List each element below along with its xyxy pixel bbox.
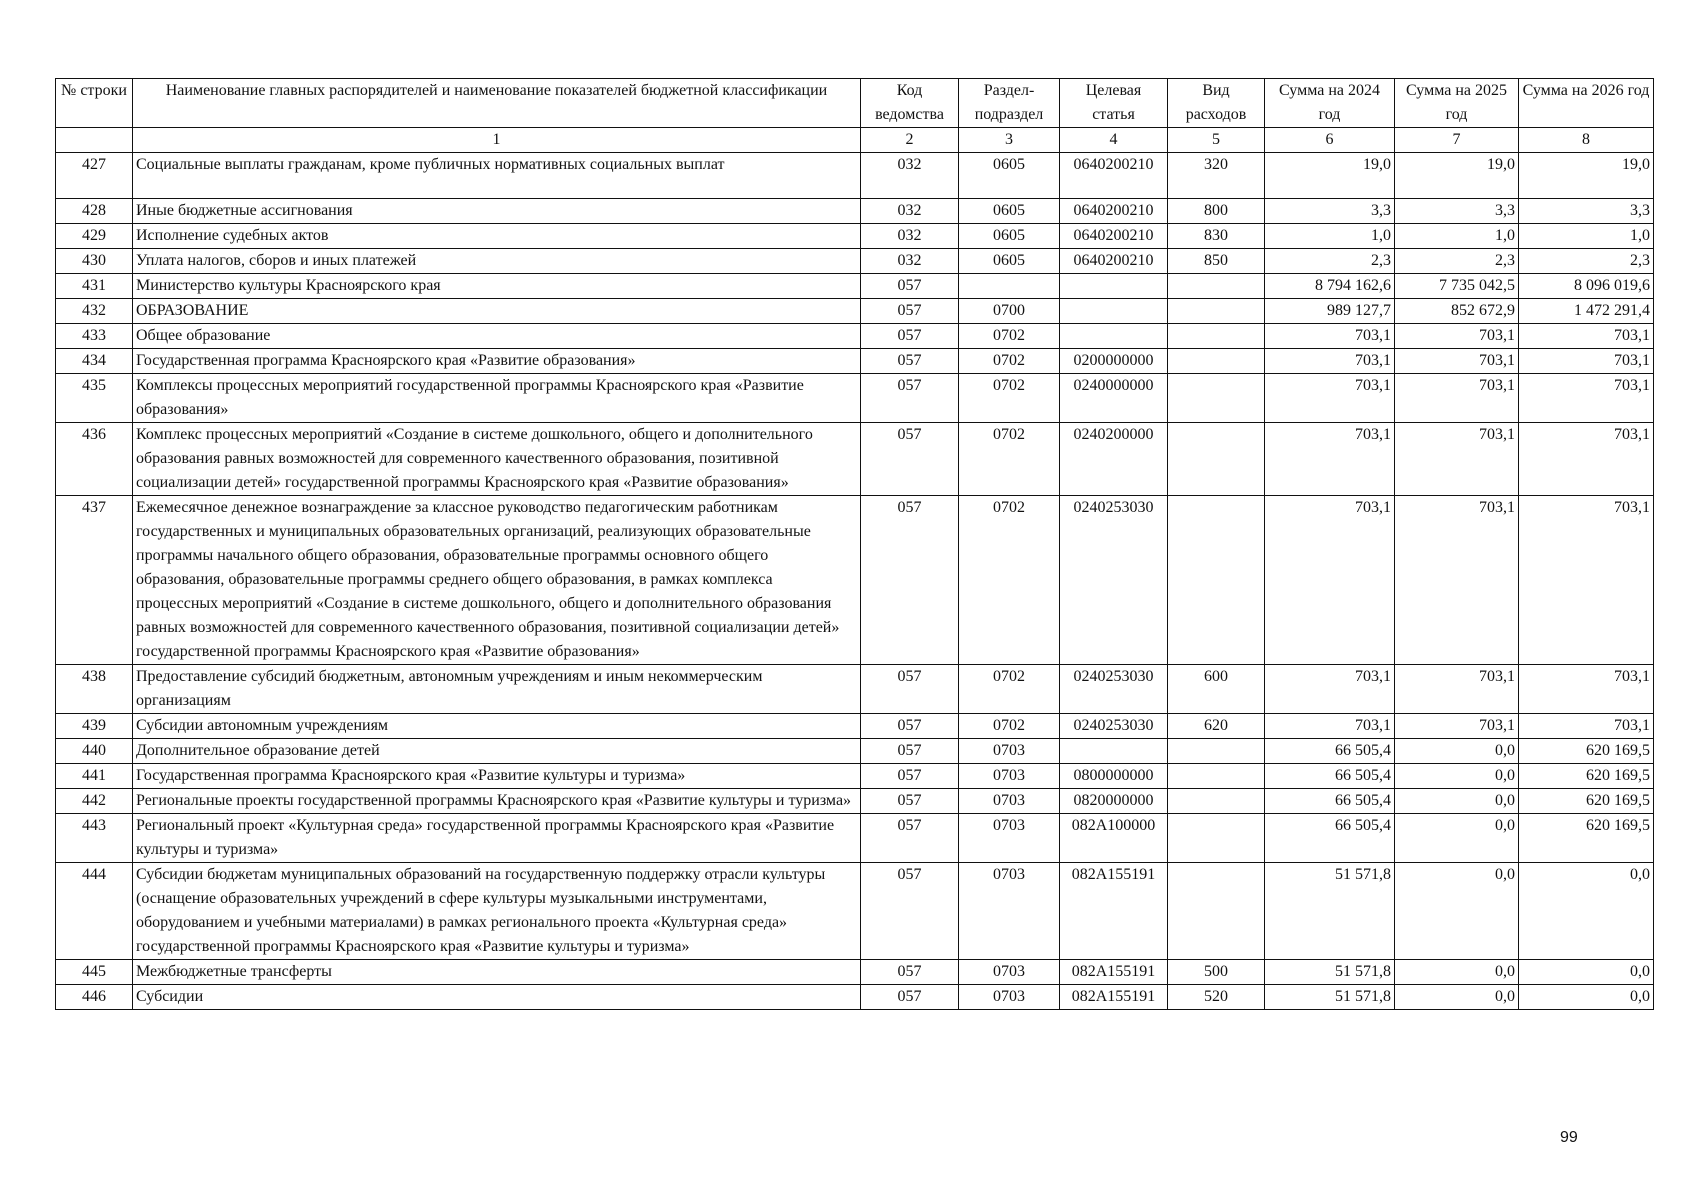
sum-2024-cell: 51 571,8: [1265, 985, 1395, 1010]
sum-2026-cell: 620 169,5: [1519, 814, 1654, 863]
sum-2025-cell: 703,1: [1395, 665, 1519, 714]
dept-code-cell: 057: [861, 496, 959, 665]
section-cell: 0700: [959, 299, 1060, 324]
target-cell: 082A155191: [1060, 985, 1168, 1010]
sum-2026-cell: 703,1: [1519, 349, 1654, 374]
section-cell: 0703: [959, 960, 1060, 985]
dept-code-cell: 057: [861, 349, 959, 374]
column-number: 6: [1265, 128, 1395, 153]
row-number-cell: 446: [56, 985, 133, 1010]
section-cell: 0605: [959, 249, 1060, 274]
sum-2026-cell: 0,0: [1519, 863, 1654, 960]
header-sum-2024: Сумма на 2024 год: [1265, 79, 1395, 128]
expense-type-cell: 600: [1168, 665, 1265, 714]
section-cell: 0702: [959, 374, 1060, 423]
sum-2025-cell: 703,1: [1395, 423, 1519, 496]
sum-2024-cell: 66 505,4: [1265, 789, 1395, 814]
expense-type-cell: [1168, 496, 1265, 665]
row-name-cell: Государственная программа Красноярского края «Развитие культуры и туризма»: [133, 764, 861, 789]
table-row: [56, 249, 1654, 274]
sum-2025-cell: 0,0: [1395, 863, 1519, 960]
dept-code-cell: 057: [861, 960, 959, 985]
dept-code-cell: 057: [861, 374, 959, 423]
sum-2025-cell: 703,1: [1395, 324, 1519, 349]
sum-2026-cell: 2,3: [1519, 249, 1654, 274]
table-row: [56, 764, 1654, 789]
sum-2025-cell: 0,0: [1395, 764, 1519, 789]
dept-code-cell: 057: [861, 764, 959, 789]
target-cell: 0640200210: [1060, 199, 1168, 224]
section-cell: 0702: [959, 423, 1060, 496]
table-row: [56, 299, 1654, 324]
sum-2026-cell: 703,1: [1519, 665, 1654, 714]
sum-2025-cell: 852 672,9: [1395, 299, 1519, 324]
section-cell: 0702: [959, 349, 1060, 374]
section-cell: [959, 274, 1060, 299]
target-cell: 0200000000: [1060, 349, 1168, 374]
expense-type-cell: [1168, 423, 1265, 496]
expense-type-cell: 620: [1168, 714, 1265, 739]
target-cell: 0800000000: [1060, 764, 1168, 789]
sum-2024-cell: 2,3: [1265, 249, 1395, 274]
dept-code-cell: 032: [861, 249, 959, 274]
header-row-no: № строки: [56, 79, 133, 128]
row-name-cell: Иные бюджетные ассигнования: [133, 199, 861, 224]
sum-2025-cell: 7 735 042,5: [1395, 274, 1519, 299]
dept-code-cell: 057: [861, 863, 959, 960]
target-cell: 0240200000: [1060, 423, 1168, 496]
row-name-cell: Общее образование: [133, 324, 861, 349]
table-header-row: [56, 79, 1654, 128]
column-number: [56, 128, 133, 153]
section-cell: 0702: [959, 324, 1060, 349]
budget-table: [55, 78, 1654, 1010]
expense-type-cell: [1168, 274, 1265, 299]
row-name-cell: Уплата налогов, сборов и иных платежей: [133, 249, 861, 274]
sum-2024-cell: 66 505,4: [1265, 814, 1395, 863]
row-number-cell: 431: [56, 274, 133, 299]
target-cell: 082A155191: [1060, 863, 1168, 960]
sum-2026-cell: 703,1: [1519, 714, 1654, 739]
budget-table-sheet: [55, 78, 1653, 1010]
row-name-cell: Исполнение судебных актов: [133, 224, 861, 249]
expense-type-cell: 850: [1168, 249, 1265, 274]
row-number-cell: 436: [56, 423, 133, 496]
sum-2025-cell: 703,1: [1395, 374, 1519, 423]
column-number: 2: [861, 128, 959, 153]
sum-2024-cell: 8 794 162,6: [1265, 274, 1395, 299]
row-name-cell: Межбюджетные трансферты: [133, 960, 861, 985]
expense-type-cell: [1168, 789, 1265, 814]
section-cell: 0703: [959, 814, 1060, 863]
row-name-cell: Ежемесячное денежное вознаграждение за классное руководство педагогическим работникам государственных и муниципальных образовательных организаций, реализующих образовательные программы начального общего образования, образовательные программы основного общего образования, образовательные программы среднего общего образования, в рамках комплекса процессных мероприятий «Создание в системе дошкольного, общего и дополнительного образования равных возможностей для современного качественного образования, позитивной социализации детей» государственной программы Красноярского края «Развитие образования»: [133, 496, 861, 665]
sum-2026-cell: 0,0: [1519, 985, 1654, 1010]
target-cell: 0240253030: [1060, 665, 1168, 714]
header-target: Целевая статья: [1060, 79, 1168, 128]
row-name-cell: Министерство культуры Красноярского края: [133, 274, 861, 299]
row-name-cell: Субсидии: [133, 985, 861, 1010]
expense-type-cell: [1168, 814, 1265, 863]
header-sum-2025: Сумма на 2025 год: [1395, 79, 1519, 128]
expense-type-cell: [1168, 299, 1265, 324]
sum-2024-cell: 51 571,8: [1265, 960, 1395, 985]
column-number: 5: [1168, 128, 1265, 153]
sum-2024-cell: 989 127,7: [1265, 299, 1395, 324]
row-name-cell: Региональный проект «Культурная среда» государственной программы Красноярского края «Развитие культуры и туризма»: [133, 814, 861, 863]
table-row: [56, 349, 1654, 374]
target-cell: 0640200210: [1060, 224, 1168, 249]
target-cell: [1060, 739, 1168, 764]
table-row: [56, 739, 1654, 764]
row-number-cell: 430: [56, 249, 133, 274]
row-number-cell: 435: [56, 374, 133, 423]
target-cell: 0820000000: [1060, 789, 1168, 814]
expense-type-cell: [1168, 863, 1265, 960]
dept-code-cell: 057: [861, 789, 959, 814]
sum-2025-cell: 0,0: [1395, 960, 1519, 985]
sum-2024-cell: 703,1: [1265, 374, 1395, 423]
row-number-cell: 429: [56, 224, 133, 249]
row-number-cell: 437: [56, 496, 133, 665]
sum-2024-cell: 703,1: [1265, 324, 1395, 349]
table-row: [56, 789, 1654, 814]
dept-code-cell: 057: [861, 714, 959, 739]
row-name-cell: Комплексы процессных мероприятий государственной программы Красноярского края «Развитие образования»: [133, 374, 861, 423]
column-number: 7: [1395, 128, 1519, 153]
row-name-cell: Субсидии бюджетам муниципальных образований на государственную поддержку отрасли культуры (оснащение образовательных учреждений в сфере культуры музыкальными инструментами, оборудованием и учебными материалами) в рамках регионального проекта «Культурная среда» государственной программы Красноярского края «Развитие культуры и туризма»: [133, 863, 861, 960]
sum-2026-cell: 1 472 291,4: [1519, 299, 1654, 324]
expense-type-cell: [1168, 374, 1265, 423]
table-row: [56, 863, 1654, 960]
section-cell: 0605: [959, 199, 1060, 224]
sum-2024-cell: 703,1: [1265, 496, 1395, 665]
expense-type-cell: [1168, 324, 1265, 349]
column-number: 4: [1060, 128, 1168, 153]
dept-code-cell: 057: [861, 985, 959, 1010]
dept-code-cell: 057: [861, 814, 959, 863]
sum-2024-cell: 1,0: [1265, 224, 1395, 249]
row-number-cell: 432: [56, 299, 133, 324]
row-number-cell: 434: [56, 349, 133, 374]
row-number-cell: 427: [56, 153, 133, 199]
page-number: 99: [1560, 1129, 1578, 1146]
header-name: Наименование главных распорядителей и наименование показателей бюджетной классификации: [133, 79, 861, 128]
row-number-cell: 428: [56, 199, 133, 224]
row-number-cell: 445: [56, 960, 133, 985]
table-row: [56, 374, 1654, 423]
sum-2024-cell: 51 571,8: [1265, 863, 1395, 960]
section-cell: 0703: [959, 764, 1060, 789]
sum-2026-cell: 703,1: [1519, 496, 1654, 665]
sum-2025-cell: 1,0: [1395, 224, 1519, 249]
row-name-cell: Региональные проекты государственной программы Красноярского края «Развитие культуры и туризма»: [133, 789, 861, 814]
row-number-cell: 439: [56, 714, 133, 739]
sum-2025-cell: 19,0: [1395, 153, 1519, 199]
row-name-cell: Предоставление субсидий бюджетным, автономным учреждениям и иным некоммерческим организациям: [133, 665, 861, 714]
column-number: 8: [1519, 128, 1654, 153]
target-cell: 082A155191: [1060, 960, 1168, 985]
dept-code-cell: 032: [861, 199, 959, 224]
target-cell: [1060, 299, 1168, 324]
column-number: 3: [959, 128, 1060, 153]
target-cell: 082A100000: [1060, 814, 1168, 863]
section-cell: 0703: [959, 739, 1060, 764]
section-cell: 0605: [959, 153, 1060, 199]
table-row: [56, 224, 1654, 249]
dept-code-cell: 057: [861, 274, 959, 299]
target-cell: [1060, 274, 1168, 299]
dept-code-cell: 057: [861, 423, 959, 496]
sum-2025-cell: 703,1: [1395, 714, 1519, 739]
target-cell: 0240253030: [1060, 714, 1168, 739]
sum-2026-cell: 1,0: [1519, 224, 1654, 249]
row-name-cell: ОБРАЗОВАНИЕ: [133, 299, 861, 324]
sum-2025-cell: 703,1: [1395, 349, 1519, 374]
expense-type-cell: [1168, 764, 1265, 789]
sum-2025-cell: 3,3: [1395, 199, 1519, 224]
sum-2025-cell: 0,0: [1395, 985, 1519, 1010]
row-name-cell: Государственная программа Красноярского края «Развитие образования»: [133, 349, 861, 374]
sum-2026-cell: 3,3: [1519, 199, 1654, 224]
table-row: [56, 274, 1654, 299]
table-row: [56, 423, 1654, 496]
target-cell: 0240253030: [1060, 496, 1168, 665]
header-sum-2026: Сумма на 2026 год: [1519, 79, 1654, 128]
sum-2024-cell: 703,1: [1265, 714, 1395, 739]
sum-2026-cell: 620 169,5: [1519, 764, 1654, 789]
sum-2026-cell: 703,1: [1519, 324, 1654, 349]
sum-2025-cell: 2,3: [1395, 249, 1519, 274]
table-row: [56, 199, 1654, 224]
sum-2024-cell: 703,1: [1265, 349, 1395, 374]
sum-2024-cell: 703,1: [1265, 423, 1395, 496]
dept-code-cell: 057: [861, 665, 959, 714]
row-number-cell: 442: [56, 789, 133, 814]
table-row: [56, 814, 1654, 863]
table-row: [56, 714, 1654, 739]
row-number-cell: 438: [56, 665, 133, 714]
expense-type-cell: [1168, 349, 1265, 374]
dept-code-cell: 057: [861, 739, 959, 764]
sum-2024-cell: 703,1: [1265, 665, 1395, 714]
expense-type-cell: [1168, 739, 1265, 764]
dept-code-cell: 057: [861, 299, 959, 324]
row-number-cell: 443: [56, 814, 133, 863]
sum-2025-cell: 703,1: [1395, 496, 1519, 665]
table-row: [56, 153, 1654, 199]
expense-type-cell: 520: [1168, 985, 1265, 1010]
expense-type-cell: 500: [1168, 960, 1265, 985]
sum-2026-cell: 620 169,5: [1519, 789, 1654, 814]
sum-2025-cell: 0,0: [1395, 739, 1519, 764]
sum-2025-cell: 0,0: [1395, 814, 1519, 863]
sum-2024-cell: 3,3: [1265, 199, 1395, 224]
row-name-cell: Социальные выплаты гражданам, кроме публичных нормативных социальных выплат: [133, 153, 861, 199]
column-number: 1: [133, 128, 861, 153]
row-name-cell: Субсидии автономным учреждениям: [133, 714, 861, 739]
section-cell: 0703: [959, 863, 1060, 960]
header-dept-code: Код ведомства: [861, 79, 959, 128]
row-name-cell: Дополнительное образование детей: [133, 739, 861, 764]
sum-2026-cell: 703,1: [1519, 374, 1654, 423]
sum-2026-cell: 703,1: [1519, 423, 1654, 496]
header-section: Раздел-подраздел: [959, 79, 1060, 128]
target-cell: 0640200210: [1060, 249, 1168, 274]
row-name-cell: Комплекс процессных мероприятий «Создание в системе дошкольного, общего и дополнительного образования равных возможностей для современного качественного образования, позитивной социализации детей» государственной программы Красноярского края «Развитие образования»: [133, 423, 861, 496]
dept-code-cell: 032: [861, 224, 959, 249]
header-expense-type: Вид расходов: [1168, 79, 1265, 128]
expense-type-cell: 830: [1168, 224, 1265, 249]
table-body: [56, 153, 1654, 1010]
expense-type-cell: 320: [1168, 153, 1265, 199]
section-cell: 0703: [959, 789, 1060, 814]
row-number-cell: 440: [56, 739, 133, 764]
sum-2026-cell: 0,0: [1519, 960, 1654, 985]
expense-type-cell: 800: [1168, 199, 1265, 224]
column-numbering-row: [56, 128, 1654, 153]
table-row: [56, 665, 1654, 714]
dept-code-cell: 032: [861, 153, 959, 199]
sum-2024-cell: 19,0: [1265, 153, 1395, 199]
sum-2024-cell: 66 505,4: [1265, 739, 1395, 764]
target-cell: 0640200210: [1060, 153, 1168, 199]
table-row: [56, 960, 1654, 985]
row-number-cell: 441: [56, 764, 133, 789]
row-number-cell: 433: [56, 324, 133, 349]
section-cell: 0702: [959, 714, 1060, 739]
sum-2024-cell: 66 505,4: [1265, 764, 1395, 789]
dept-code-cell: 057: [861, 324, 959, 349]
sum-2026-cell: 8 096 019,6: [1519, 274, 1654, 299]
table-row: [56, 496, 1654, 665]
target-cell: [1060, 324, 1168, 349]
sum-2026-cell: 19,0: [1519, 153, 1654, 199]
section-cell: 0702: [959, 665, 1060, 714]
section-cell: 0605: [959, 224, 1060, 249]
table-row: [56, 985, 1654, 1010]
sum-2025-cell: 0,0: [1395, 789, 1519, 814]
section-cell: 0702: [959, 496, 1060, 665]
target-cell: 0240000000: [1060, 374, 1168, 423]
section-cell: 0703: [959, 985, 1060, 1010]
table-row: [56, 324, 1654, 349]
sum-2026-cell: 620 169,5: [1519, 739, 1654, 764]
row-number-cell: 444: [56, 863, 133, 960]
